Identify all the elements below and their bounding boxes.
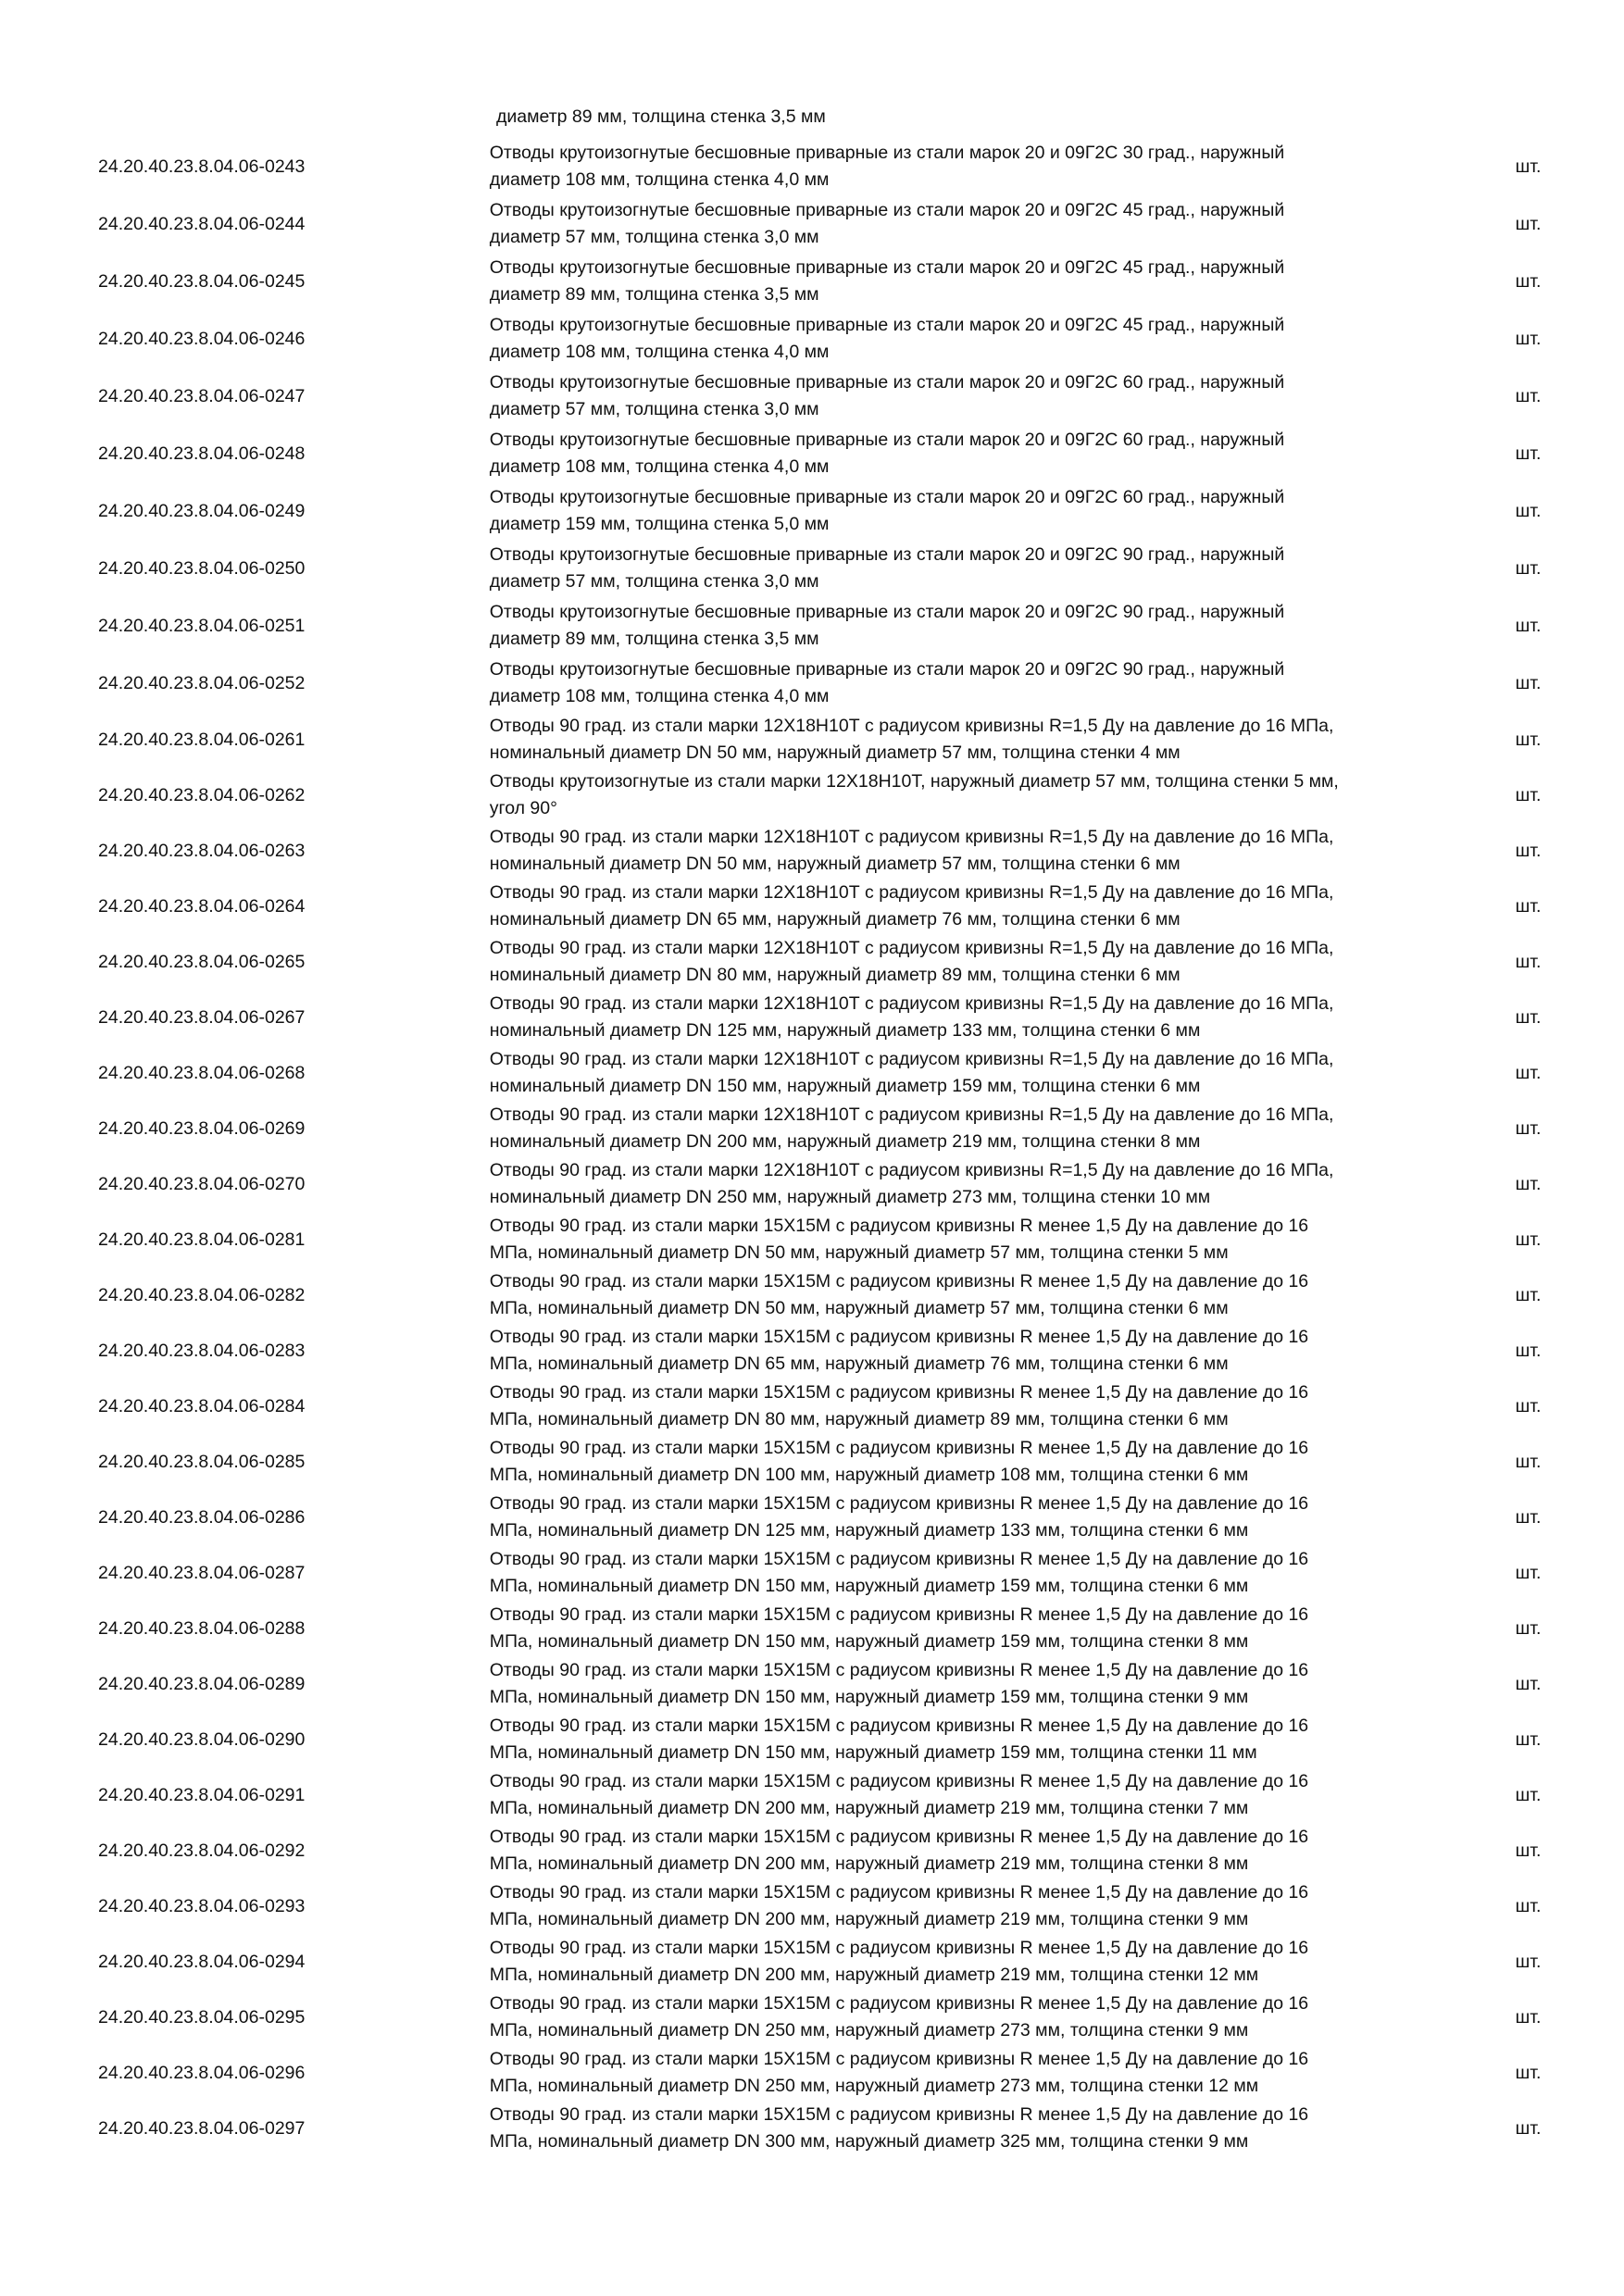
item-description	[397, 140, 1405, 194]
item-code: 24.20.40.23.8.04.06-0268	[98, 1062, 306, 1083]
item-code: 24.20.40.23.8.04.06-0263	[98, 840, 306, 861]
item-unit: шт.	[1515, 1895, 1542, 1916]
description-line: Отводы 90 град. из стали марки 15Х15М с радиусом кривизны R менее 1,5 Ду на давление до 16	[489, 1770, 1309, 1791]
item-unit: шт.	[1515, 557, 1542, 579]
item-unit: шт.	[1515, 443, 1542, 464]
item-unit: шт.	[1515, 1728, 1542, 1750]
table-row	[0, 425, 1624, 482]
table-row	[0, 1878, 1624, 1934]
item-code: 24.20.40.23.8.04.06-0287	[98, 1562, 306, 1583]
item-unit: шт.	[1515, 784, 1542, 805]
item-description	[397, 1157, 1405, 1212]
description-line: Отводы крутоизогнутые бесшовные приварные из стали марок 20 и 09Г2С 90 град., наружный	[489, 658, 1285, 680]
description-line: диаметр 108 мм, толщина стенка 4,0 мм	[489, 456, 830, 477]
table-row	[0, 1656, 1624, 1712]
item-unit: шт.	[1515, 1062, 1542, 1083]
description-line: Отводы 90 град. из стали марки 15Х15М с радиусом кривизны R менее 1,5 Ду на давление до 16	[489, 1937, 1309, 1958]
item-code: 24.20.40.23.8.04.06-0281	[98, 1229, 306, 1250]
item-description	[397, 1435, 1405, 1490]
table-row	[0, 1156, 1624, 1212]
table-row	[0, 1045, 1624, 1101]
item-unit: шт.	[1515, 672, 1542, 693]
table-row	[0, 823, 1624, 879]
item-code: 24.20.40.23.8.04.06-0261	[98, 729, 306, 750]
description-line: МПа, номинальный диаметр DN 300 мм, наружный диаметр 325 мм, толщина стенки 9 мм	[489, 2131, 1249, 2152]
item-code: 24.20.40.23.8.04.06-0294	[98, 1951, 306, 1972]
table-row	[0, 655, 1624, 712]
item-description	[397, 2046, 1405, 2101]
item-code: 24.20.40.23.8.04.06-0296	[98, 2062, 306, 2083]
description-line: МПа, номинальный диаметр DN 150 мм, наружный диаметр 159 мм, толщина стенки 9 мм	[489, 1687, 1249, 1707]
item-unit: шт.	[1515, 1117, 1542, 1139]
item-description	[397, 312, 1405, 367]
table-row	[0, 1767, 1624, 1823]
item-description	[397, 1324, 1405, 1379]
description-line: МПа, номинальный диаметр DN 150 мм, наружный диаметр 159 мм, толщина стенки 8 мм	[489, 1631, 1249, 1652]
table-row	[0, 1267, 1624, 1323]
item-code: 24.20.40.23.8.04.06-0246	[98, 328, 306, 349]
item-unit: шт.	[1515, 1506, 1542, 1528]
table-row	[0, 990, 1624, 1045]
item-unit: шт.	[1515, 1951, 1542, 1972]
description-line: номинальный диаметр DN 250 мм, наружный диаметр 273 мм, толщина стенки 10 мм	[489, 1187, 1211, 1207]
description-line: Отводы 90 град. из стали марки 15Х15М с радиусом кривизны R менее 1,5 Ду на давление до 16	[489, 1437, 1309, 1458]
description-line: МПа, номинальный диаметр DN 200 мм, наружный диаметр 219 мм, толщина стенки 7 мм	[489, 1798, 1249, 1818]
item-description	[397, 656, 1405, 711]
item-code: 24.20.40.23.8.04.06-0289	[98, 1673, 306, 1694]
description-line: МПа, номинальный диаметр DN 80 мм, наружный диаметр 89 мм, толщина стенки 6 мм	[489, 1409, 1229, 1429]
item-code: 24.20.40.23.8.04.06-0267	[98, 1006, 306, 1028]
description-line: диаметр 108 мм, толщина стенка 4,0 мм	[489, 342, 830, 362]
description-line: МПа, номинальный диаметр DN 50 мм, наружный диаметр 57 мм, толщина стенки 6 мм	[489, 1298, 1229, 1318]
description-line: Отводы 90 град. из стали марки 12Х18Н10Т с радиусом кривизны R=1,5 Ду на давление до 16 МПа,	[489, 1159, 1334, 1180]
table-row	[0, 1323, 1624, 1379]
table-row	[0, 2045, 1624, 2101]
item-description	[397, 1102, 1405, 1156]
item-code: 24.20.40.23.8.04.06-0288	[98, 1617, 306, 1639]
item-unit: шт.	[1515, 1451, 1542, 1472]
table-row	[0, 1212, 1624, 1267]
table-row	[0, 1379, 1624, 1434]
item-description	[397, 1879, 1405, 1934]
item-unit: шт.	[1515, 2117, 1542, 2139]
table-row	[0, 1934, 1624, 1990]
description-line: Отводы 90 град. из стали марки 15Х15М с радиусом кривизны R менее 1,5 Ду на давление до 16	[489, 1826, 1309, 1847]
item-code: 24.20.40.23.8.04.06-0252	[98, 672, 306, 693]
description-line: Отводы 90 град. из стали марки 15Х15М с радиусом кривизны R менее 1,5 Ду на давление до 16	[489, 1326, 1309, 1347]
item-description	[397, 369, 1405, 424]
item-code: 24.20.40.23.8.04.06-0290	[98, 1728, 306, 1750]
item-code: 24.20.40.23.8.04.06-0265	[98, 951, 306, 972]
item-code: 24.20.40.23.8.04.06-0251	[98, 615, 306, 636]
description-line: номинальный диаметр DN 200 мм, наружный диаметр 219 мм, толщина стенки 8 мм	[489, 1131, 1201, 1152]
item-description	[397, 713, 1405, 767]
description-line: Отводы 90 град. из стали марки 15Х15М с радиусом кривизны R менее 1,5 Ду на давление до 16	[489, 1381, 1309, 1403]
table-row	[0, 368, 1624, 425]
description-line: диаметр 89 мм, толщина стенка 3,5 мм	[489, 284, 819, 305]
description-line: МПа, номинальный диаметр DN 250 мм, наружный диаметр 273 мм, толщина стенки 9 мм	[489, 2020, 1249, 2040]
description-line: Отводы 90 град. из стали марки 15Х15М с радиусом кривизны R менее 1,5 Ду на давление до 16	[489, 2048, 1309, 2069]
description-line: Отводы 90 град. из стали марки 15Х15М с радиусом кривизны R менее 1,5 Ду на давление до 16	[489, 1492, 1309, 1514]
table-row	[0, 1712, 1624, 1767]
item-unit: шт.	[1515, 951, 1542, 972]
description-line: Отводы 90 град. из стали марки 12Х18Н10Т с радиусом кривизны R=1,5 Ду на давление до 16 МПа,	[489, 1048, 1334, 1069]
item-description	[397, 824, 1405, 879]
table-row	[0, 1990, 1624, 2045]
description-line: Отводы 90 град. из стали марки 12Х18Н10Т с радиусом кривизны R=1,5 Ду на давление до 16 МПа,	[489, 937, 1334, 958]
table-row	[0, 1101, 1624, 1156]
item-description	[397, 255, 1405, 309]
item-unit: шт.	[1515, 328, 1542, 349]
description-line: угол 90°	[489, 798, 557, 818]
description-line: МПа, номинальный диаметр DN 150 мм, наружный диаметр 159 мм, толщина стенки 6 мм	[489, 1576, 1249, 1596]
item-description	[397, 427, 1405, 481]
item-description	[397, 599, 1405, 654]
item-unit: шт.	[1515, 500, 1542, 521]
item-description	[397, 484, 1405, 539]
description-line: номинальный диаметр DN 50 мм, наружный диаметр 57 мм, толщина стенки 4 мм	[489, 742, 1181, 763]
description-line: Отводы 90 град. из стали марки 15Х15М с радиусом кривизны R менее 1,5 Ду на давление до 16	[489, 1270, 1309, 1292]
item-description	[397, 1657, 1405, 1712]
description-line: Отводы крутоизогнутые бесшовные приварные из стали марок 20 и 09Г2С 45 град., наружный	[489, 256, 1285, 278]
description-line: Отводы крутоизогнутые бесшовные приварные из стали марок 20 и 09Г2С 60 град., наружный	[489, 486, 1285, 507]
item-unit: шт.	[1515, 895, 1542, 917]
description-line: Отводы крутоизогнутые из стали марки 12Х18Н10Т, наружный диаметр 57 мм, толщина стенки 5 мм,	[489, 770, 1339, 792]
description-line: Отводы 90 град. из стали марки 15Х15М с радиусом кривизны R менее 1,5 Ду на давление до 16	[489, 1548, 1309, 1569]
description-line: Отводы крутоизогнутые бесшовные приварные из стали марок 20 и 09Г2С 90 град., наружный	[489, 543, 1285, 565]
item-unit: шт.	[1515, 1229, 1542, 1250]
description-line: Отводы 90 град. из стали марки 15Х15М с радиусом кривизны R менее 1,5 Ду на давление до 16	[489, 2103, 1309, 2125]
description-line: Отводы 90 град. из стали марки 12Х18Н10Т с радиусом кривизны R=1,5 Ду на давление до 16 МПа,	[489, 881, 1334, 903]
continuation-text: диаметр 89 мм, толщина стенка 3,5 мм	[496, 106, 826, 127]
description-line: МПа, номинальный диаметр DN 100 мм, наружный диаметр 108 мм, толщина стенки 6 мм	[489, 1465, 1249, 1485]
description-line: диаметр 159 мм, толщина стенка 5,0 мм	[489, 514, 830, 534]
description-line: Отводы 90 град. из стали марки 15Х15М с радиусом кривизны R менее 1,5 Ду на давление до 16	[489, 1881, 1309, 1903]
item-unit: шт.	[1515, 1173, 1542, 1194]
table-row	[0, 2101, 1624, 2156]
description-line: Отводы крутоизогнутые бесшовные приварные из стали марок 20 и 09Г2С 45 град., наружный	[489, 314, 1285, 335]
table-row	[0, 767, 1624, 823]
item-description	[397, 1213, 1405, 1267]
description-line: Отводы 90 град. из стали марки 12Х18Н10Т с радиусом кривизны R=1,5 Ду на давление до 16 МПа,	[489, 1104, 1334, 1125]
item-code: 24.20.40.23.8.04.06-0247	[98, 385, 306, 406]
table-row	[0, 540, 1624, 597]
item-description	[397, 935, 1405, 990]
description-line: МПа, номинальный диаметр DN 65 мм, наружный диаметр 76 мм, толщина стенки 6 мм	[489, 1354, 1229, 1374]
item-description	[397, 542, 1405, 596]
description-line: МПа, номинальный диаметр DN 150 мм, наружный диаметр 159 мм, толщина стенки 11 мм	[489, 1742, 1257, 1763]
item-description	[397, 1990, 1405, 2045]
item-description	[397, 1713, 1405, 1767]
description-line: Отводы 90 град. из стали марки 12Х18Н10Т с радиусом кривизны R=1,5 Ду на давление до 16 МПа,	[489, 992, 1334, 1014]
description-line: диаметр 108 мм, толщина стенка 4,0 мм	[489, 686, 830, 706]
description-line: Отводы 90 град. из стали марки 15Х15М с радиусом кривизны R менее 1,5 Ду на давление до 16	[489, 1992, 1309, 2014]
description-line: МПа, номинальный диаметр DN 200 мм, наружный диаметр 219 мм, толщина стенки 8 мм	[489, 1853, 1249, 1874]
item-unit: шт.	[1515, 270, 1542, 292]
item-unit: шт.	[1515, 2006, 1542, 2028]
item-description	[397, 2102, 1405, 2156]
item-description	[397, 1491, 1405, 1545]
item-code: 24.20.40.23.8.04.06-0292	[98, 1840, 306, 1861]
item-unit: шт.	[1515, 1340, 1542, 1361]
item-code: 24.20.40.23.8.04.06-0286	[98, 1506, 306, 1528]
item-code: 24.20.40.23.8.04.06-0285	[98, 1451, 306, 1472]
price-table	[0, 138, 1624, 2156]
table-row	[0, 934, 1624, 990]
description-line: Отводы крутоизогнутые бесшовные приварные из стали марок 20 и 09Г2С 45 град., наружный	[489, 199, 1285, 220]
description-line: номинальный диаметр DN 150 мм, наружный диаметр 159 мм, толщина стенки 6 мм	[489, 1076, 1201, 1096]
description-line: диаметр 57 мм, толщина стенка 3,0 мм	[489, 399, 819, 419]
item-code: 24.20.40.23.8.04.06-0264	[98, 895, 306, 917]
item-code: 24.20.40.23.8.04.06-0243	[98, 156, 306, 177]
item-unit: шт.	[1515, 1673, 1542, 1694]
description-line: номинальный диаметр DN 65 мм, наружный диаметр 76 мм, толщина стенки 6 мм	[489, 909, 1181, 930]
item-code: 24.20.40.23.8.04.06-0250	[98, 557, 306, 579]
table-row	[0, 597, 1624, 655]
description-line: Отводы крутоизогнутые бесшовные приварные из стали марок 20 и 09Г2С 60 град., наружный	[489, 371, 1285, 393]
item-code: 24.20.40.23.8.04.06-0297	[98, 2117, 306, 2139]
item-code: 24.20.40.23.8.04.06-0245	[98, 270, 306, 292]
item-unit: шт.	[1515, 1562, 1542, 1583]
item-description	[397, 1268, 1405, 1323]
description-line: МПа, номинальный диаметр DN 50 мм, наружный диаметр 57 мм, толщина стенки 5 мм	[489, 1242, 1229, 1263]
table-row	[0, 195, 1624, 253]
item-unit: шт.	[1515, 1784, 1542, 1805]
item-unit: шт.	[1515, 1284, 1542, 1305]
item-unit: шт.	[1515, 1617, 1542, 1639]
item-code: 24.20.40.23.8.04.06-0284	[98, 1395, 306, 1416]
item-unit: шт.	[1515, 840, 1542, 861]
item-code: 24.20.40.23.8.04.06-0269	[98, 1117, 306, 1139]
item-description	[397, 1379, 1405, 1434]
description-line: МПа, номинальный диаметр DN 125 мм, наружный диаметр 133 мм, толщина стенки 6 мм	[489, 1520, 1249, 1541]
item-unit: шт.	[1515, 2062, 1542, 2083]
description-line: диаметр 57 мм, толщина стенка 3,0 мм	[489, 227, 819, 247]
table-row	[0, 1823, 1624, 1878]
description-line: МПа, номинальный диаметр DN 250 мм, наружный диаметр 273 мм, толщина стенки 12 мм	[489, 2076, 1259, 2096]
item-code: 24.20.40.23.8.04.06-0248	[98, 443, 306, 464]
item-code: 24.20.40.23.8.04.06-0293	[98, 1895, 306, 1916]
description-line: Отводы 90 град. из стали марки 12Х18Н10Т с радиусом кривизны R=1,5 Ду на давление до 16 МПа,	[489, 715, 1334, 736]
table-row	[0, 712, 1624, 767]
item-code: 24.20.40.23.8.04.06-0282	[98, 1284, 306, 1305]
description-line: Отводы крутоизогнутые бесшовные приварные из стали марок 20 и 09Г2С 90 град., наружный	[489, 601, 1285, 622]
item-description	[397, 880, 1405, 934]
table-row	[0, 1601, 1624, 1656]
description-line: Отводы 90 град. из стали марки 12Х18Н10Т с радиусом кривизны R=1,5 Ду на давление до 16 МПа,	[489, 826, 1334, 847]
table-row	[0, 138, 1624, 195]
table-row	[0, 1434, 1624, 1490]
item-code: 24.20.40.23.8.04.06-0244	[98, 213, 306, 234]
description-line: номинальный диаметр DN 50 мм, наружный диаметр 57 мм, толщина стенки 6 мм	[489, 854, 1181, 874]
item-unit: шт.	[1515, 213, 1542, 234]
table-row	[0, 1545, 1624, 1601]
description-line: номинальный диаметр DN 80 мм, наружный диаметр 89 мм, толщина стенки 6 мм	[489, 965, 1181, 985]
item-code: 24.20.40.23.8.04.06-0283	[98, 1340, 306, 1361]
item-description	[397, 1046, 1405, 1101]
item-description	[397, 1546, 1405, 1601]
item-description	[397, 1824, 1405, 1878]
description-line: диаметр 89 мм, толщина стенка 3,5 мм	[489, 629, 819, 649]
table-row	[0, 310, 1624, 368]
table-row	[0, 253, 1624, 310]
item-unit: шт.	[1515, 615, 1542, 636]
item-description	[397, 1935, 1405, 1990]
item-description	[397, 991, 1405, 1045]
item-description	[397, 1602, 1405, 1656]
item-unit: шт.	[1515, 1840, 1542, 1861]
item-description	[397, 197, 1405, 252]
description-line: Отводы 90 град. из стали марки 15Х15М с радиусом кривизны R менее 1,5 Ду на давление до 16	[489, 1215, 1309, 1236]
item-code: 24.20.40.23.8.04.06-0262	[98, 784, 306, 805]
item-description	[397, 768, 1405, 823]
table-row	[0, 482, 1624, 540]
description-line: Отводы крутоизогнутые бесшовные приварные из стали марок 20 и 09Г2С 60 град., наружный	[489, 429, 1285, 450]
table-row	[0, 879, 1624, 934]
item-code: 24.20.40.23.8.04.06-0270	[98, 1173, 306, 1194]
description-line: Отводы 90 град. из стали марки 15Х15М с радиусом кривизны R менее 1,5 Ду на давление до 16	[489, 1659, 1309, 1680]
item-code: 24.20.40.23.8.04.06-0249	[98, 500, 306, 521]
description-line: номинальный диаметр DN 125 мм, наружный диаметр 133 мм, толщина стенки 6 мм	[489, 1020, 1201, 1041]
item-description	[397, 1768, 1405, 1823]
description-line: Отводы 90 град. из стали марки 15Х15М с радиусом кривизны R менее 1,5 Ду на давление до 16	[489, 1715, 1309, 1736]
item-unit: шт.	[1515, 385, 1542, 406]
description-line: МПа, номинальный диаметр DN 200 мм, наружный диаметр 219 мм, толщина стенки 9 мм	[489, 1909, 1249, 1929]
item-unit: шт.	[1515, 729, 1542, 750]
description-line: МПа, номинальный диаметр DN 200 мм, наружный диаметр 219 мм, толщина стенки 12 мм	[489, 1965, 1259, 1985]
description-line: диаметр 57 мм, толщина стенка 3,0 мм	[489, 571, 819, 592]
table-row	[0, 1490, 1624, 1545]
item-code: 24.20.40.23.8.04.06-0295	[98, 2006, 306, 2028]
description-line: диаметр 108 мм, толщина стенка 4,0 мм	[489, 169, 830, 190]
item-unit: шт.	[1515, 1395, 1542, 1416]
item-unit: шт.	[1515, 1006, 1542, 1028]
description-line: Отводы крутоизогнутые бесшовные приварные из стали марок 20 и 09Г2С 30 град., наружный	[489, 142, 1285, 163]
item-code: 24.20.40.23.8.04.06-0291	[98, 1784, 306, 1805]
item-unit: шт.	[1515, 156, 1542, 177]
description-line: Отводы 90 град. из стали марки 15Х15М с радиусом кривизны R менее 1,5 Ду на давление до 16	[489, 1603, 1309, 1625]
